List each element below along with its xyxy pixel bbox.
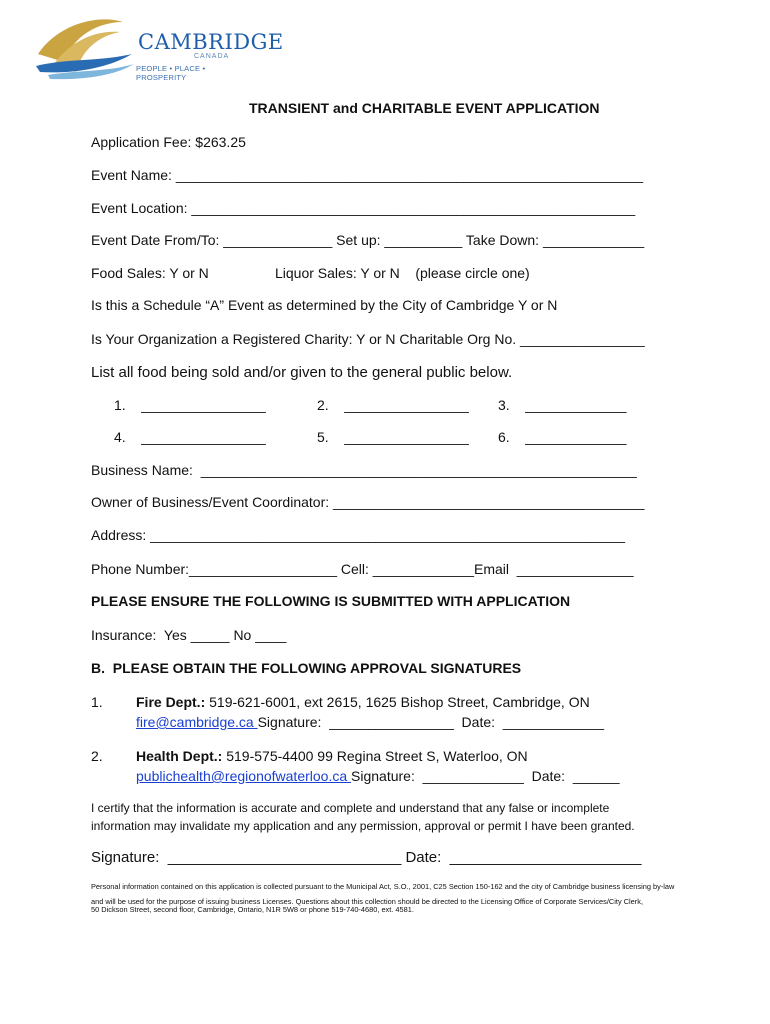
approval-number: 2. — [91, 748, 103, 764]
logo-name: CAMBRIDGE — [138, 30, 284, 54]
fire-dept-details: 519-621-6001, ext 2615, 1625 Bishop Street, Cambridge, ON — [205, 694, 590, 710]
food-sales-field: Food Sales: Y or N — [91, 265, 209, 281]
fire-dept-label: Fire Dept.: — [136, 694, 206, 710]
privacy-address: 50 Dickson Street, second floor, Cambridge, Ontario, N1R 5W8 or phone 519-740-4680, ext. 4581. — [91, 905, 414, 914]
health-dept-signature-line — [136, 768, 620, 784]
fire-email-link[interactable]: fire@cambridge.ca — [136, 714, 258, 730]
food-list-heading: List all food being sold and/or given to the general public below. — [91, 364, 513, 381]
health-signature-field: Signature: _____________ Date: ______ — [351, 768, 620, 784]
certify-line-1: I certify that the information is accurate and complete and understand that any false or incomplete — [91, 801, 610, 815]
insurance-field: Insurance: Yes _____ No ____ — [91, 627, 287, 643]
address-field: Address: _____________________________________________________________ — [91, 527, 626, 543]
food-item: 3. _____________ — [498, 397, 627, 413]
logo-sub: CANADA — [194, 53, 230, 60]
owner-field: Owner of Business/Event Coordinator: ________________________________________ — [91, 494, 645, 510]
event-location-field: Event Location: _________________________________________________________ — [91, 200, 636, 216]
approval-number: 1. — [91, 694, 103, 710]
logo-tagline: PEOPLE • PLACE • PROSPERITY — [136, 64, 206, 82]
submit-heading: PLEASE ENSURE THE FOLLOWING IS SUBMITTED WITH APPLICATION — [91, 593, 571, 609]
application-fee: Application Fee: $263.25 — [91, 134, 246, 150]
cambridge-wave-icon — [28, 14, 138, 80]
business-name-field: Business Name: ________________________________________________________ — [91, 462, 637, 478]
food-item: 4. ________________ — [114, 429, 266, 445]
health-dept-label: Health Dept.: — [136, 748, 223, 764]
health-dept-details: 519-575-4400 99 Regina Street S, Waterloo, ON — [222, 748, 528, 764]
food-item: 2. ________________ — [317, 397, 469, 413]
form-title: TRANSIENT and CHARITABLE EVENT APPLICATION — [249, 100, 600, 116]
certify-line-2: information may invalidate my application and any permission, approval or permit I have been granted. — [91, 819, 635, 833]
health-dept-line — [136, 748, 528, 764]
food-item: 6. _____________ — [498, 429, 627, 445]
final-signature-field: Signature: ____________________________ Date: _______________________ — [91, 849, 642, 866]
approval-heading: B. PLEASE OBTAIN THE FOLLOWING APPROVAL SIGNATURES — [91, 660, 522, 676]
cambridge-logo — [28, 14, 284, 82]
health-email-link[interactable]: publichealth@regionofwaterloo.ca — [136, 768, 352, 784]
fire-signature-field: Signature: ________________ Date: _____________ — [257, 714, 605, 730]
food-item: 1. ________________ — [114, 397, 266, 413]
food-item: 5. ________________ — [317, 429, 469, 445]
charity-question: Is Your Organization a Registered Charity: Y or N Charitable Org No. ________________ — [91, 331, 645, 347]
privacy-notice: Personal information contained on this application is collected pursuant to the Municipal Act, S.O., 2001, C25 Section 150-162 and the city of Cambridge business licensing by-law and will be used for the purpose of issuing business Licenses. Questions about this collection should be directed to the Licensing Office of Corporate Services/City Clerk, — [91, 882, 675, 906]
event-name-field: Event Name: ____________________________________________________________ — [91, 167, 643, 183]
fire-dept-line — [136, 694, 590, 710]
schedule-a-question: Is this a Schedule “A” Event as determined by the City of Cambridge Y or N — [91, 297, 558, 313]
event-dates-field: Event Date From/To: ______________ Set up: __________ Take Down: _____________ — [91, 232, 645, 248]
phone-field: Phone Number:___________________ Cell: _____________Email _______________ — [91, 561, 634, 577]
fire-dept-signature-line — [136, 714, 604, 730]
liquor-sales-field: Liquor Sales: Y or N (please circle one) — [275, 265, 530, 281]
